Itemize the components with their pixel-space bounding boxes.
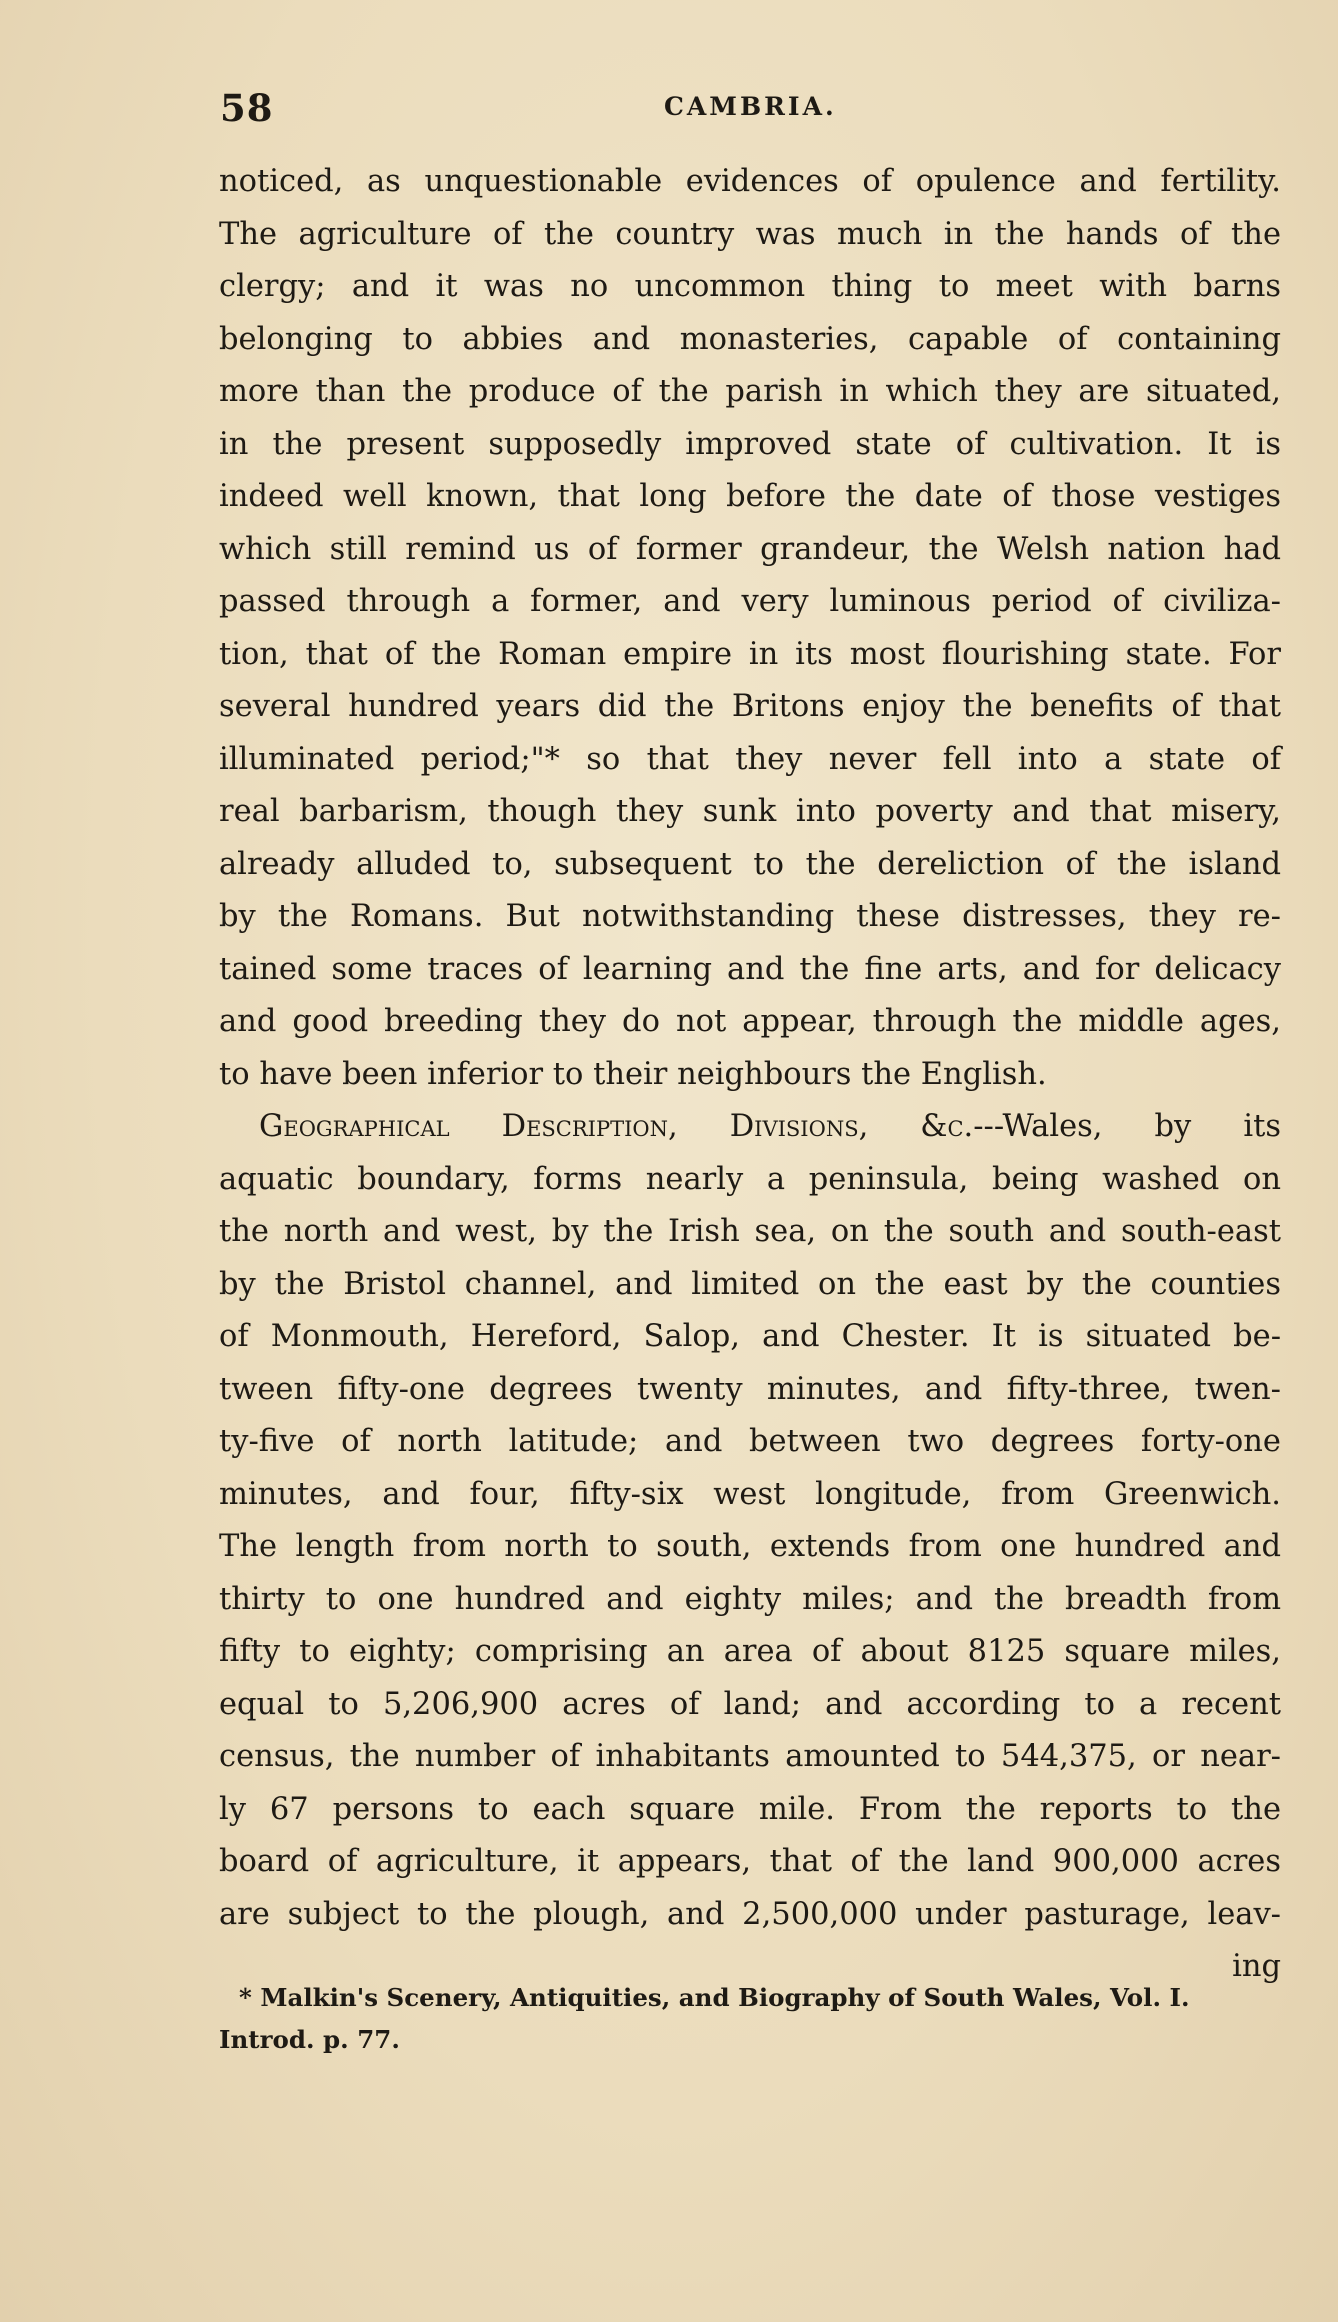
text-line: are subject to the plough, and 2,500,000 under pasturage, leav- [219, 1896, 1281, 1932]
text-line: more than the produce of the parish in which they are situated, [219, 374, 1281, 409]
text-line: board of agriculture, it appears, that of the land 900,000 acres [219, 1844, 1281, 1879]
text-line: clergy; and it was no uncommon thing to meet with barns [219, 269, 1281, 304]
text-line: census, the number of inhabitants amounted to 544,375, or near- [219, 1739, 1281, 1774]
paragraph-last-line: to have been inferior to their neighbours the English. [219, 1056, 1047, 1092]
text-line: by the Bristol channel, and limited on the east by the counties [219, 1266, 1281, 1302]
page-header [0, 80, 1338, 130]
text-line: real barbarism, though they sunk into poverty and that misery, [219, 794, 1281, 829]
footnote-line: * Malkin's Scenery, Antiquities, and Biography of South Wales, Vol. I. [239, 1983, 1190, 2012]
text-line: illuminated period;"* so that they never fell into a state of [219, 741, 1281, 777]
text-line: tained some traces of learning and the fine arts, and for delicacy [219, 951, 1281, 987]
text-line: the north and west, by the Irish sea, on the south and south-east [219, 1214, 1281, 1249]
footnote-line: Introd. p. 77. [219, 2025, 400, 2054]
text-line: indeed well known, that long before the date of those vestiges [219, 479, 1281, 514]
section-heading: Geographical Description, Divisions, &c. [259, 1109, 974, 1144]
text-line: already alluded to, subsequent to the dereliction of the island [219, 846, 1281, 882]
text-line: minutes, and four, fifty-six west longitude, from Greenwich. [219, 1476, 1281, 1512]
text-line: in the present supposedly improved state of cultivation. It is [219, 426, 1281, 462]
running-head: CAMBRIA. [664, 92, 837, 121]
text-line: aquatic boundary, forms nearly a peninsula, being washed on [219, 1161, 1281, 1197]
text-line: tween fifty-one degrees twenty minutes, and fifty-three, twen- [219, 1371, 1281, 1407]
body-text [219, 156, 1281, 1994]
text-line: several hundred years did the Britons enjoy the benefits of that [219, 689, 1281, 724]
text-line: which still remind us of former grandeur, the Welsh nation had [219, 531, 1281, 567]
text-line: belonging to abbies and monasteries, capable of containing [219, 321, 1281, 357]
text-line: by the Romans. But notwithstanding these distresses, they re- [219, 899, 1281, 934]
text-line: passed through a former, and very luminous period of civiliza- [219, 584, 1281, 619]
text-line: fifty to eighty; comprising an area of about 8125 square miles, [219, 1634, 1281, 1669]
text-line: ty-five of north latitude; and between two degrees forty-one [219, 1424, 1281, 1459]
text-line: The agriculture of the country was much in the hands of the [219, 216, 1281, 252]
text-line: tion, that of the Roman empire in its most flourishing state. For [219, 636, 1281, 672]
text-line: equal to 5,206,900 acres of land; and according to a recent [219, 1686, 1281, 1722]
catchword: ing [1232, 1949, 1281, 1984]
text-line: noticed, as unquestionable evidences of opulence and fertility. [219, 164, 1281, 199]
text-line: The length from north to south, extends from one hundred and [219, 1529, 1281, 1564]
footnote [219, 1977, 1281, 2061]
section-first-line [219, 1101, 1281, 1154]
section-first-line-rest: ---Wales, by its [973, 1109, 1281, 1144]
page-number: 58 [220, 86, 274, 130]
text-line: of Monmouth, Hereford, Salop, and Chester. It is situated be- [219, 1319, 1281, 1354]
text-line: and good breeding they do not appear, through the middle ages, [219, 1004, 1281, 1039]
text-line: thirty to one hundred and eighty miles; and the breadth from [219, 1581, 1281, 1617]
text-line: ly 67 persons to each square mile. From the reports to the [219, 1791, 1281, 1827]
